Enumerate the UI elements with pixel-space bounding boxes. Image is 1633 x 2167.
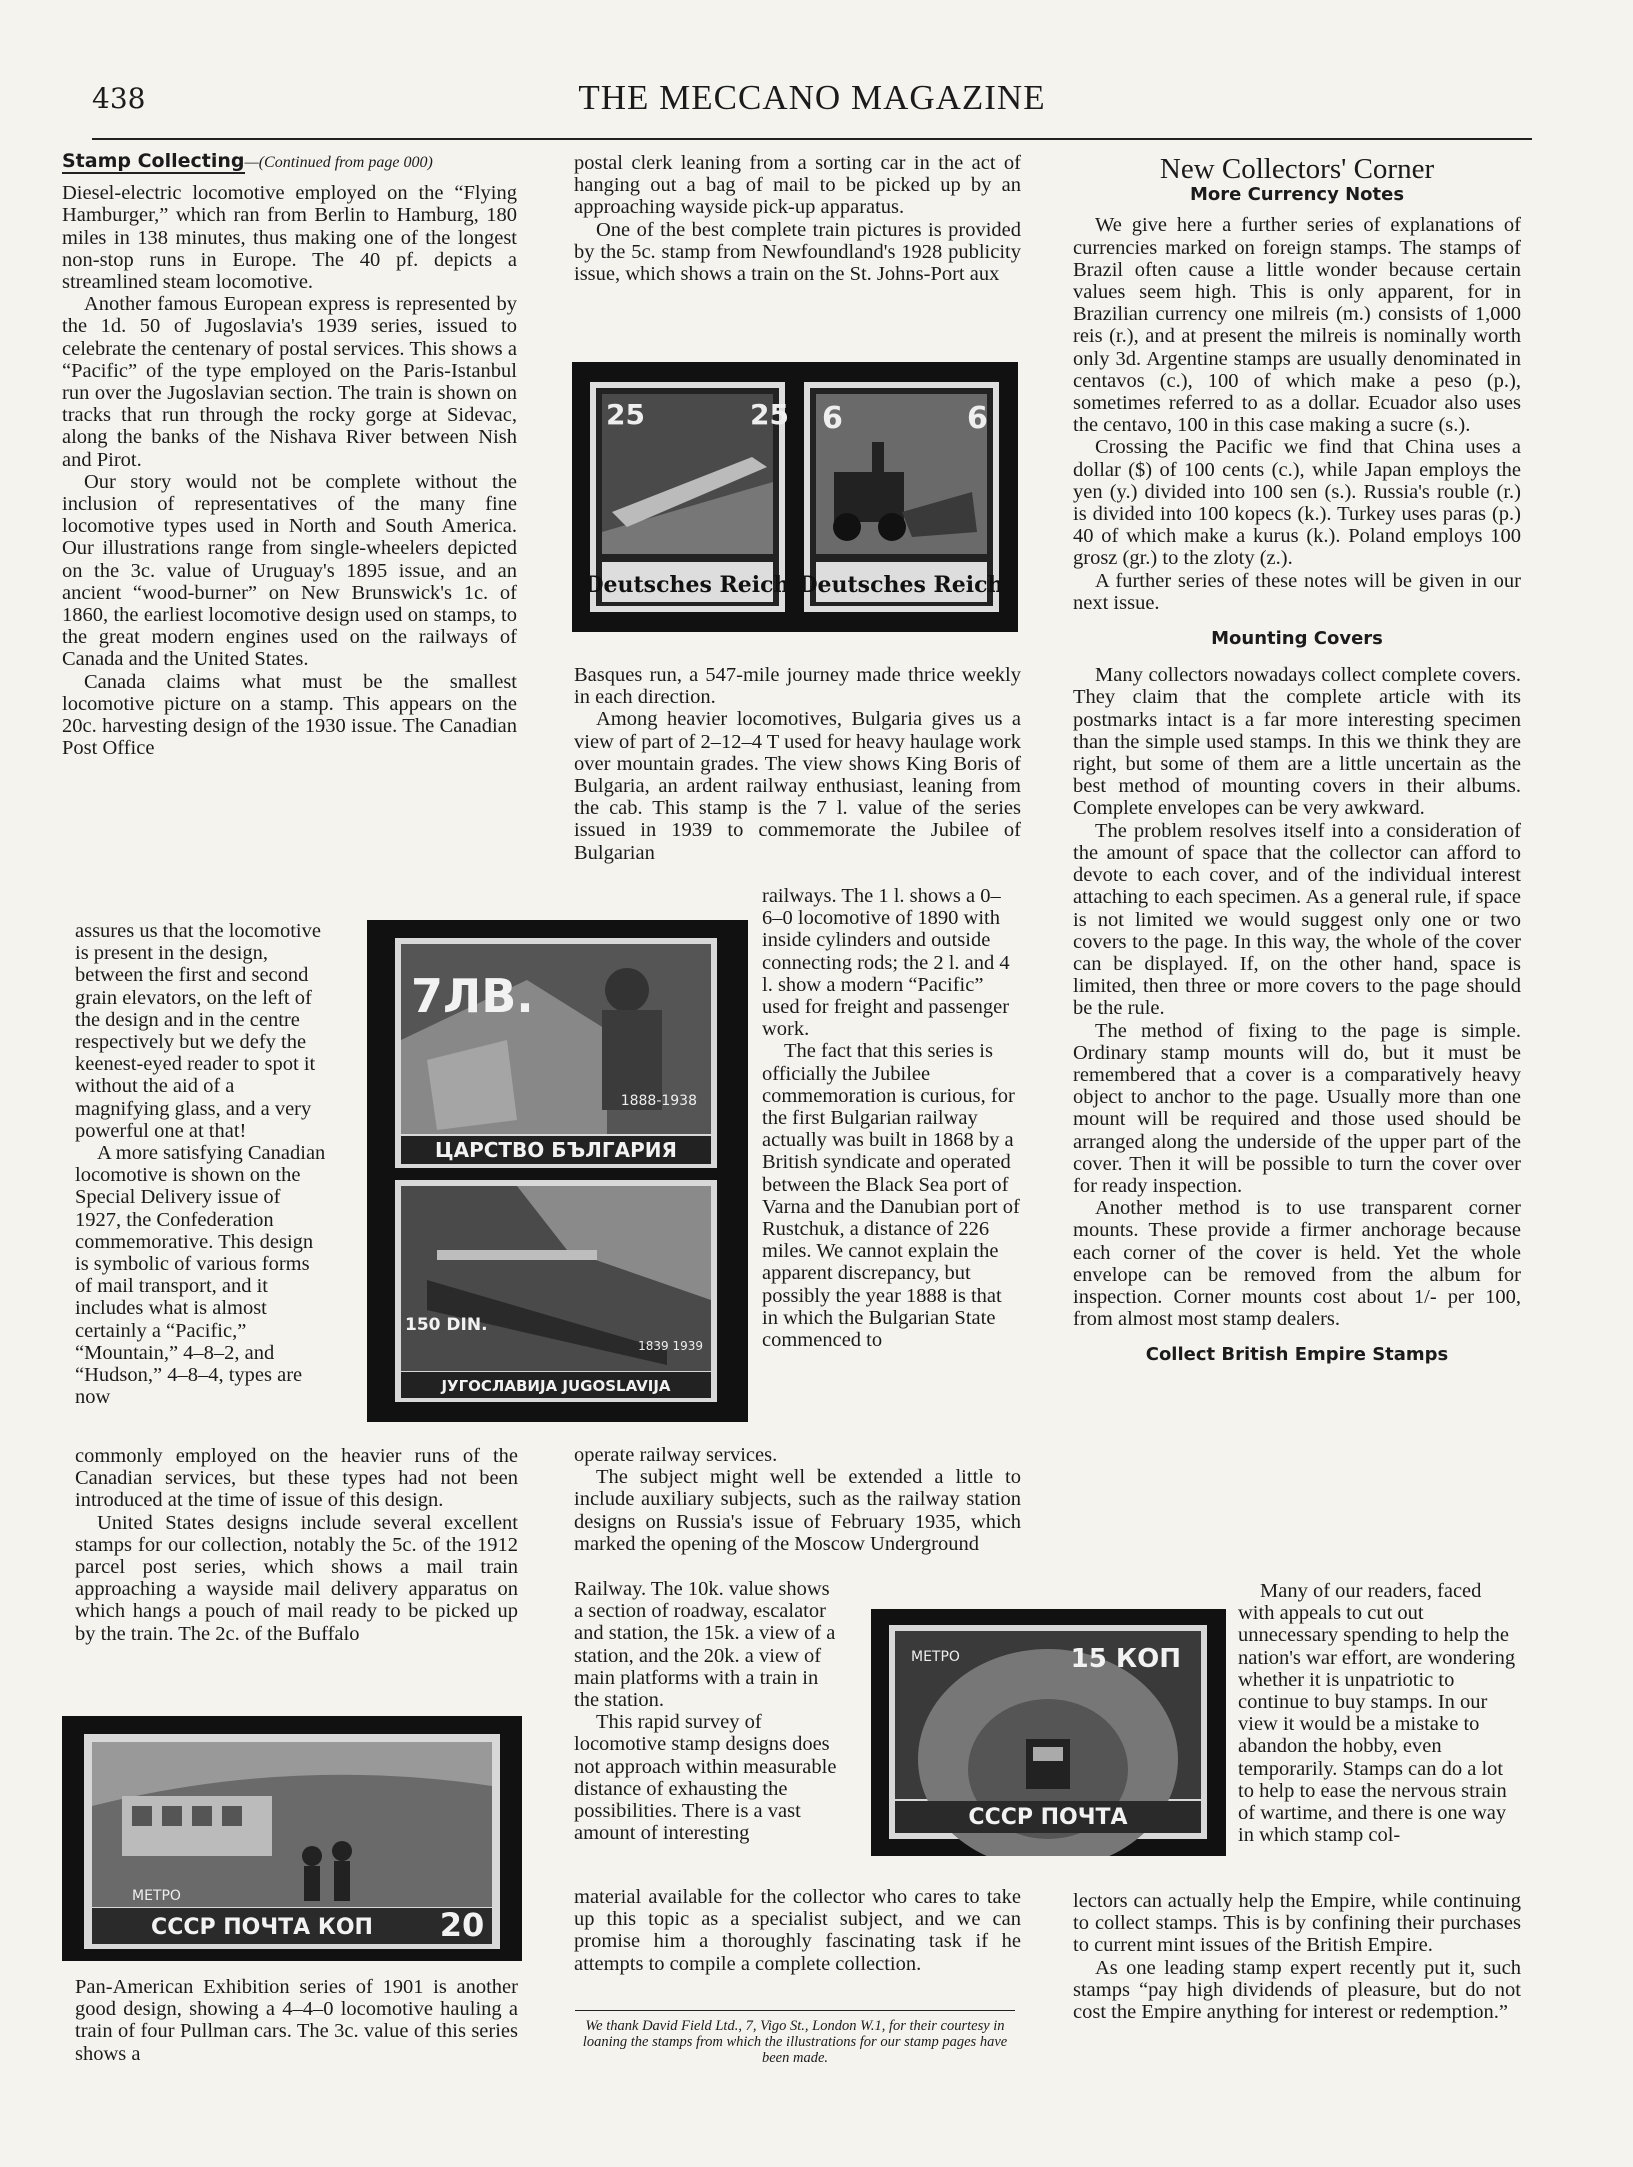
page-header [92,78,1532,140]
stamp-collecting-heading: Stamp Collecting [62,150,245,172]
column-1-narrow [75,920,330,1408]
paragraph: The subject might well be extended a little to include auxiliary subjects, such as the railway station designs on Russia's issue of February 1935, which marked the opening of the Moscow Underground [574,1466,1021,1555]
bulgaria-value: 7ЛВ. [411,969,534,1023]
column-2-end [574,1886,1021,1975]
paragraph: operate railway services. [574,1444,778,1466]
column-1-bottom [75,1445,518,1645]
paragraph: The method of fixing to the page is simple. Ordinary stamp mounts will do, but it must be remembered that a cover is a comparatively heavy object to anchor to the page. Usually more than one mount will be required and those used should be arranged along the underside of the upper part of the cover. Then it will be possible to turn the cover over for ready inspection. [1073,1019,1521,1197]
paragraph: Diesel-electric locomotive employed on the “Flying Hamburger,” which ran from Berlin to Hamburg, 180 miles in 138 minutes, thus making one of the longest non-stop runs in Europe. The 40 pf. depicts a streamlined steam locomotive. [62,182,517,294]
jugoslavia-banner: ЈУГОСЛАВИЈА JUGOSLAVIJA [441,1377,671,1395]
paragraph: One of the best complete train pictures is provided by the 5c. stamp from Newfoundland's 1928 publicity issue, which shows a train on the St. Johns-Port aux [574,218,1021,286]
paragraph: A more satisfying Canadian locomotive is shown on the Special Delivery issue of 1927, the Confederation commemorative. This design is symbolic of various forms of mail transport, and it includes what is almost certainly a “Pacific,” “Mountain,” 4–8–2, and “Hudson,” 4–8–4, types are now [75,1142,326,1409]
mounting-covers-subheading: Mounting Covers [1211,628,1383,650]
paragraph: Our story would not be complete without the inclusion of representatives of the many fine locomotive types used in North and South America. Our illustrations range from single-wheelers depicted on the 3c. value of Uruguay's 1895 issue, and an ancient “wood-burner” on New Brunswick's 1c. of 1860, the earliest locomotive design used on stamps, to the great modern engines used on the railways of Canada and the United States. [62,470,517,671]
paragraph: assures us that the locomotive is present in the design, between the first and second grain elevators, on the left of the design and in the centre respectively but we defy the keenest-eyed reader to spot it without the aid of a magnifying glass, and a very powerful one at that! [75,920,321,1142]
bulgaria-banner: ЦАРСТВО БЪЛГАРИЯ [435,1138,677,1162]
currency-notes-subheading: More Currency Notes [1189,184,1405,206]
paragraph: A further series of these notes will be given in our next issue. [1073,569,1521,614]
paragraph: Pan-American Exhibition series of 1901 is another good design, showing a 4–4–0 locomotive hauling a train of four Pullman cars. The 3c. value of this series shows a [75,1976,518,2065]
german-value-left: 25 [606,398,645,431]
column-2-top [574,152,1021,285]
column-3-end [1073,1890,1521,2023]
paragraph: railways. The 1 l. shows a 0–6–0 locomotive of 1890 with inside cylinders and outside connecting rods; the 2 l. and 4 l. show a modern “Pacific” used for freight and passenger work. [762,885,1010,1041]
russia-20k-value: 20 [439,1906,485,1944]
paragraph: The problem resolves itself into a consideration of the amount of space that the collector can afford to devote to each cover, and of the individual interest attaching to each specimen. As a general rule, if space is not limited we would suggest only one or two covers to the page. In this way, the whole of the cover can be displayed. If, on the other hand, space is limited, then three or more covers to the page should be the rule. [1073,819,1521,1020]
column-2-narrow [762,885,1020,1351]
paragraph: lectors can actually help the Empire, while continuing to collect stamps. This is by confining their purchases to current mint issues of the British Empire. [1073,1890,1521,1957]
column-1-top [62,150,517,759]
british-empire-subheading: Collect British Empire Stamps [1145,1344,1449,1366]
continued-note: —(Continued from page 000) [244,154,433,171]
german-value-right: 6 [822,401,843,436]
paragraph: Crossing the Pacific we find that China uses a dollar ($) of 100 cents (c.), while Japan employs the yen (y.) divided into 100 sen (s.). Russia's rouble (r.) is divided into 100 kopecs (k.). Turkey uses paras (p.) 40 of which make a kurus (k.). Poland employs 100 grosz (gr.) to the zloty (z.). [1073,436,1521,570]
jugoslavia-years: 1839 1939 [638,1339,703,1353]
russia-20k-banner: СССР ПОЧТА КОП [151,1915,373,1940]
russia-20k-illustration [62,1716,522,1961]
paragraph: Railway. The 10k. value shows a section of roadway, escalator and station, the 15k. a view of a station, and the 20k. a view of main platforms with a train in the station. [574,1578,836,1712]
column-2-lower [574,1444,1021,1555]
russia-15k-illustration [871,1609,1226,1856]
page-number: 438 [92,82,146,115]
jugoslavia-value: 150 DIN. [405,1315,488,1335]
paragraph: Canada claims what must be the smallest locomotive picture on a stamp. This appears on the 20c. harvesting design of the 1930 issue. The Canadian Post Office [62,670,517,760]
paragraph: commonly employed on the heavier runs of the Canadian services, but these types had not been introduced at the time of issue of this design. [75,1445,518,1512]
column-3-top [1073,153,1521,1375]
paragraph: Many collectors nowadays collect complete covers. They claim that the complete article with its postmarks intact is a far more interesting specimen than the simple used stamps. In this we think they are right, but some of them are a little uncertain as the best method of mounting covers in their albums. Complete envelopes can be very awkward. [1073,664,1521,820]
section-heading [62,150,517,174]
bulgaria-jugoslavia-stamps [367,920,748,1422]
paragraph: Another method is to use transparent corner mounts. These provide a firmer anchorage because each corner of the cover is held. Yet the whole envelope can be removed from the album for inspection. Corner mounts cost about 1/- per 100, from almost most stamp dealers. [1073,1197,1521,1331]
german-value-left-2: 25 [750,398,789,431]
russia-15k-value: 15 КОП [1070,1644,1181,1674]
column-3-narrow [1238,1580,1518,1846]
russia-20k-label: МЕТРО [132,1888,181,1904]
thanks-rule [575,2010,1015,2011]
paragraph: material available for the collector who cares to take up this topic as a specialist subject, and we can promise him a thoroughly fascinating task if he attempts to compile a complete collection. [574,1886,1021,1975]
russia-20k-stamp [62,1716,522,1961]
paragraph: United States designs include several excellent stamps for our collection, notably the 5c. of the 1912 parcel post series, which shows a mail train approaching a wayside mail delivery apparatus on which hangs a pouch of mail ready to be picked up by the train. The 2c. of the Buffalo [75,1511,518,1645]
bulgaria-jugoslavia-illustration [367,920,748,1422]
new-collectors-corner-title: New Collectors' Corner [1159,153,1435,185]
paragraph: Many of our readers, faced with appeals to cut out unnecessary spending to help the nation's war effort, are wondering whether it is unpatriotic to continue to buy stamps. In our view it would be a mistake to abandon the hobby, even temporarily. Stamps can do a lot to help to ease the nervous strain of wartime, and there is one way in which stamp col- [1238,1580,1516,1847]
russia-15k-banner: СССР ПОЧТА [968,1805,1128,1830]
paragraph: postal clerk leaning from a sorting car in the act of hanging out a bag of mail to be picked up by an approaching wayside pick-up apparatus. [574,152,1021,219]
column-1-end [75,1976,518,2065]
paragraph: This rapid survey of locomotive stamp designs does not approach within measurable distance of exhausting the possibilities. There is a vast amount of interesting [574,1711,837,1845]
paragraph: Another famous European express is represented by the 1d. 50 of Jugoslavia's 1939 series, issued to celebrate the centenary of postal services. This shows a “Pacific” of the type employed on the Paris-Istanbul run over the Jugoslavian section. The train is shown on tracks that run through the rocky gorge at Sidevac, along the banks of the Nishava River between Nish and Pirot. [62,293,517,471]
german-railway-stamps [572,362,1018,632]
paragraph: The fact that this series is officially the Jubilee commemoration is curious, for the first Bulgarian railway actually was built in 1868 by a British syndicate and operated between the Black Sea port of Varna and the Danubian port of Rustchuk, a distance of 226 miles. We cannot explain the apparent discrepancy, but possibly the year 1888 is that in which the Bulgarian State commenced to [762,1040,1020,1352]
acknowledgement-note: We thank David Field Ltd., 7, Vigo St., London W.1, for their courtesy in loaning the stamps from which the illustrations for our stamp pages have been made. [582,2018,1008,2066]
german-stamps-illustration [572,362,1018,632]
russia-15k-label: МЕТРО [911,1649,960,1665]
german-banner-left: Deutsches Reich [584,572,790,598]
german-value-right-2: 6 [967,401,988,436]
bulgaria-years: 1888-1938 [620,1093,697,1109]
column-2-mid [574,664,1021,864]
russia-15k-stamp [871,1609,1226,1856]
paragraph: As one leading stamp expert recently put it, such stamps “pay high dividends of pleasure, but do not cost the Empire anything for interest or redemption.” [1073,1956,1521,2024]
magazine-title: THE MECCANO MAGAZINE [578,78,1046,117]
paragraph: We give here a further series of explanations of currencies marked on foreign stamps. The stamps of Brazil often cause a little wonder because certain values seem high. This is only apparent, for in Brazilian currency one milreis (m.) consists of 1,000 reis (r.), and at present the milreis is nominally worth only 3d. Argentine stamps are usually denominated in centavos (c.), 100 of which make a peso (p.), sometimes referred to as a dollar. Ecuador also uses the centavo, 100 in this case making a sucre (s.). [1073,214,1521,437]
paragraph: Among heavier locomotives, Bulgaria gives us a view of part of 2–12–4 T used for heavy haulage work over mountain grades. The view shows King Boris of Bulgaria, an ardent railway enthusiast, leaning from the cab. This stamp is the 7 l. value of the series issued in 1939 to commemorate the Jubilee of Bulgarian [574,708,1021,864]
paragraph: Basques run, a 547-mile journey made thrice weekly in each direction. [574,664,1021,709]
column-2-narrow-2 [574,1578,842,1844]
german-banner-right: Deutsches Reich [798,572,1004,598]
